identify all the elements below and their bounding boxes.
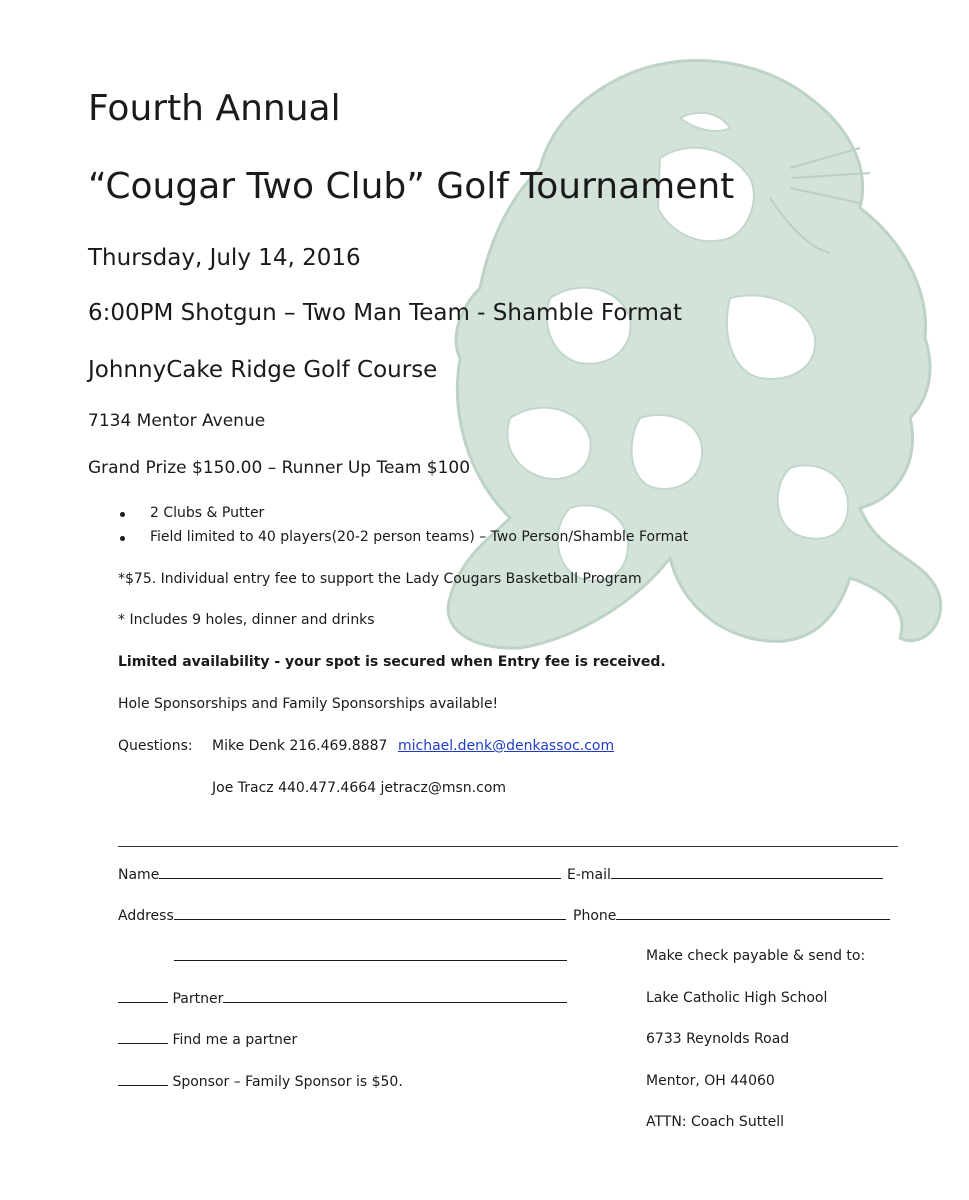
cougar-mascot-watermark <box>430 38 950 658</box>
mail-to-heading: Make check payable & send to: <box>646 948 866 964</box>
address-line-2-row <box>174 948 567 965</box>
address-label: Address <box>118 908 174 924</box>
includes-note: * Includes 9 holes, dinner and drinks <box>118 612 375 628</box>
mail-to-school: Lake Catholic High School <box>646 990 828 1006</box>
address-field[interactable] <box>174 907 566 920</box>
course-address: 7134 Mentor Avenue <box>88 411 266 431</box>
tournament-title: “Cougar Two Club” Golf Tournament <box>88 166 735 207</box>
course-name: JohnnyCake Ridge Golf Course <box>88 357 438 383</box>
availability-note: Limited availability - your spot is secured when Entry fee is received. <box>118 654 666 670</box>
phone-field[interactable] <box>616 907 890 920</box>
event-date: Thursday, July 14, 2016 <box>88 245 361 271</box>
phone-label: Phone <box>573 908 617 924</box>
find-partner-blank[interactable] <box>118 1031 168 1044</box>
bullet-dot <box>120 512 125 517</box>
sponsor-blank[interactable] <box>118 1073 168 1086</box>
sponsor-label: Sponsor – Family Sponsor is $50. <box>172 1074 403 1090</box>
contact-mike-denk: Mike Denk 216.469.8887 <box>212 738 388 754</box>
mail-to-city: Mentor, OH 44060 <box>646 1073 775 1089</box>
prize-info: Grand Prize $150.00 – Runner Up Team $100 <box>88 458 471 478</box>
find-partner-row <box>118 1031 297 1048</box>
name-field[interactable] <box>159 866 561 879</box>
contact-email-link[interactable]: michael.denk@denkassoc.com <box>398 738 615 754</box>
name-row <box>118 866 561 883</box>
bullet-item: Field limited to 40 players(20-2 person teams) – Two Person/Shamble Format <box>150 529 689 545</box>
email-label: E-mail <box>567 867 611 883</box>
questions-label: Questions: <box>118 738 193 754</box>
partner-row <box>118 990 567 1007</box>
name-label: Name <box>118 867 160 883</box>
email-row <box>567 866 883 883</box>
entry-fee-note: *$75. Individual entry fee to support the Lady Cougars Basketball Program <box>118 571 642 587</box>
phone-row <box>573 907 890 924</box>
contact-joe-tracz: Joe Tracz 440.477.4664 jetracz@msn.com <box>212 780 507 796</box>
section-divider <box>118 846 898 847</box>
mail-to-attn: ATTN: Coach Suttell <box>646 1114 785 1130</box>
address-line-2-field[interactable] <box>174 948 567 961</box>
find-partner-label: Find me a partner <box>172 1032 298 1048</box>
sponsorships-note: Hole Sponsorships and Family Sponsorships available! <box>118 696 499 712</box>
partner-field[interactable] <box>223 990 567 1003</box>
sponsor-row <box>118 1073 403 1090</box>
mail-to-street: 6733 Reynolds Road <box>646 1031 790 1047</box>
partner-label: Partner <box>172 991 224 1007</box>
address-row <box>118 907 566 924</box>
event-format: 6:00PM Shotgun – Two Man Team - Shamble Format <box>88 300 682 326</box>
bullet-item: 2 Clubs & Putter <box>150 505 265 521</box>
partner-checkbox-blank[interactable] <box>118 990 168 1003</box>
bullet-dot <box>120 536 125 541</box>
email-field[interactable] <box>611 866 883 879</box>
title-line-1: Fourth Annual <box>88 88 341 129</box>
